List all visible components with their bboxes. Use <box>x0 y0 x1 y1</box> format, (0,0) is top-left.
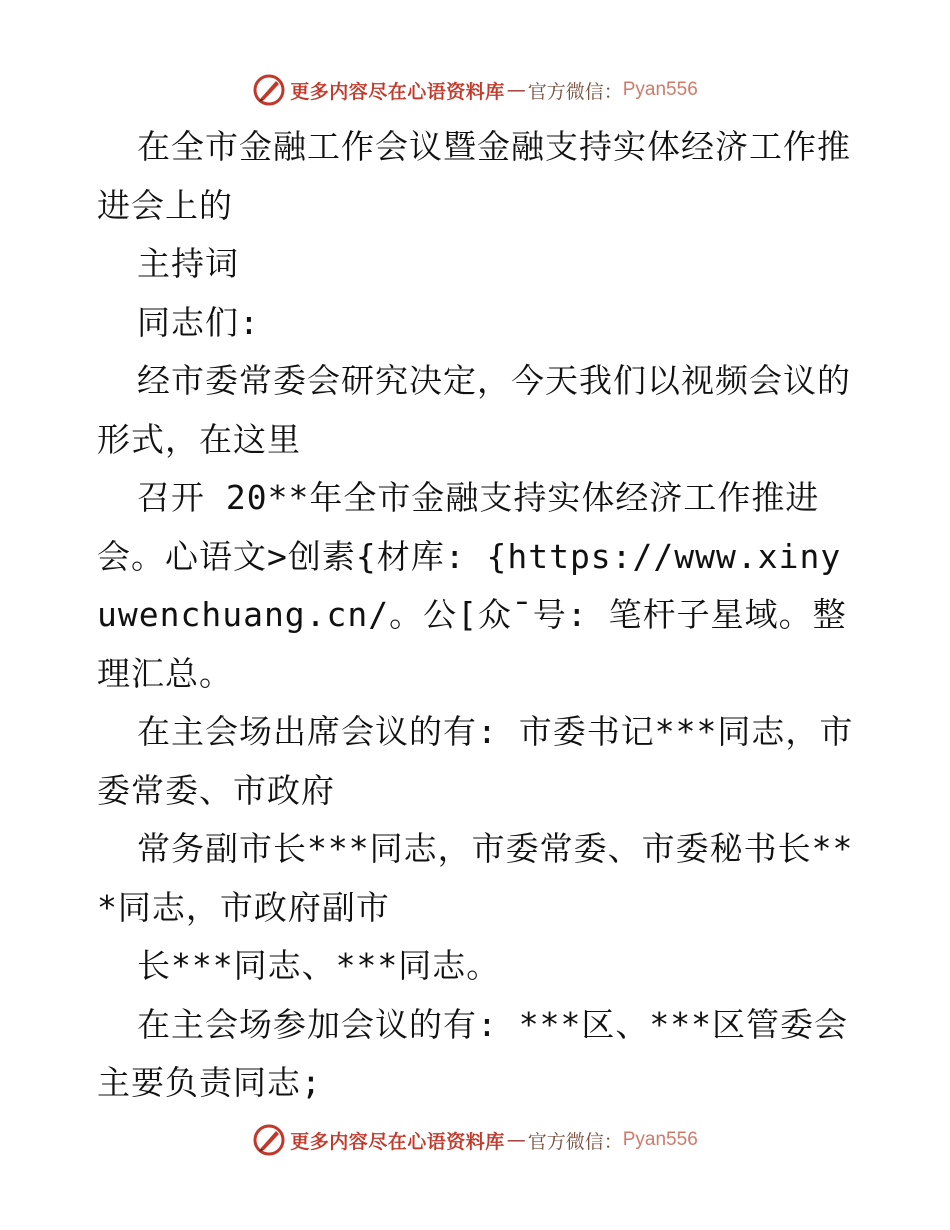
paragraph: 经市委常委会研究决定，今天我们以视频会议的形式，在这里 <box>97 361 851 459</box>
quill-pen-logo-icon <box>252 73 286 107</box>
quill-pen-logo-icon <box>252 1123 286 1157</box>
paragraph-salutation: 同志们: <box>137 302 260 342</box>
paragraph: 在主会场出席会议的有: 市委书记***同志，市委常委、市政府 <box>97 712 854 810</box>
banner-dash: — <box>506 1129 526 1151</box>
paragraph: 长***同志、***同志。 <box>137 946 501 985</box>
paragraph: 召开 20**年全市金融支持实体经济工作推进会。心语文>创素{材库: {https://www.xinyuwenchuang.cn/。公[众¯号: 笔杆子星域。整理汇总。 <box>97 478 847 693</box>
footer-banner <box>0 1120 950 1160</box>
banner-wechat-id: Pyan556 <box>622 79 698 100</box>
header-banner <box>0 70 950 110</box>
paragraph-title: 在全市金融工作会议暨金融支持实体经济工作推进会上的 <box>97 127 851 225</box>
paragraph: 常务副市长***同志，市委常委、市委秘书长***同志，市政府副市 <box>97 829 854 927</box>
banner-wechat-id: Pyan556 <box>622 1129 698 1150</box>
banner-brand-text: 更多内容尽在心语资料库 <box>290 80 505 103</box>
banner-official-label: 官方微信： <box>527 80 623 103</box>
document-body <box>97 118 857 1113</box>
banner-dash: — <box>506 79 526 101</box>
banner-brand-text: 更多内容尽在心语资料库 <box>290 1130 505 1153</box>
paragraph-subtitle: 主持词 <box>137 244 239 283</box>
banner-official-label: 官方微信： <box>527 1130 623 1153</box>
paragraph: 在主会场参加会议的有: ***区、***区管委会主要负责同志; <box>97 1004 848 1102</box>
